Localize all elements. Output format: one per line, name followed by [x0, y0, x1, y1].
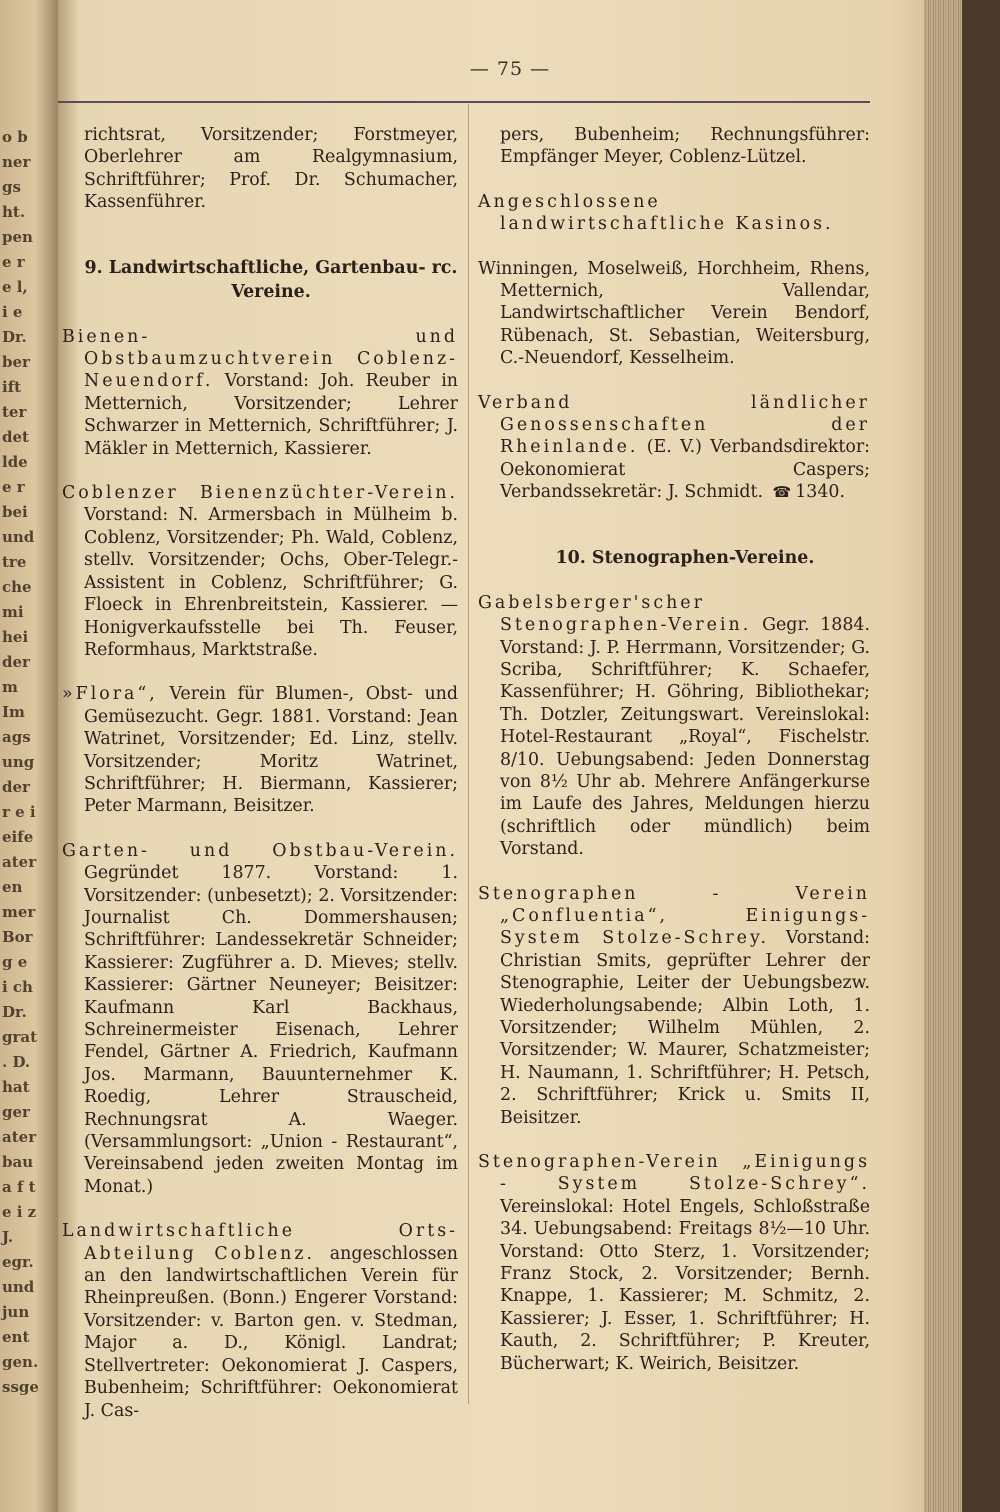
previous-page-fragment: ht.: [2, 203, 26, 221]
previous-page-fragment: mi: [2, 603, 24, 621]
previous-page-fragment: und: [2, 528, 35, 546]
section-heading-9-sub: Vereine.: [231, 281, 311, 302]
entry-title: Verband ländlicher Genossenschaften der Rheinlande.: [478, 392, 870, 458]
previous-page-fragment: hat: [2, 1078, 30, 1096]
previous-page-fragment: ung: [2, 753, 35, 771]
previous-page-fragment: bei: [2, 503, 28, 521]
previous-page-fragment: J.: [2, 1228, 14, 1246]
previous-page-fragment: und: [2, 1278, 35, 1296]
entry-text: Vorstand: N. Armersbach in Mülheim b. Coblenz, Vorsitzender; Ph. Wald, Coblenz, stellv. Vorsitzender; Ochs, Ober-Telegr.-Assistent in Coblenz, Schriftführer; G. Floeck in Ehrenbreitstein, Kassierer. — Honigverkaufsstelle bei Th. Feuser, Reformhaus, Marktstraße.: [84, 505, 458, 660]
entry-title: Stenographen-Verein „Einigungs - System Stolze-Schrey“.: [478, 1152, 870, 1195]
entry-title: Garten- und Obstbau-Verein.: [62, 840, 458, 861]
previous-page-fragment: Dr.: [2, 1003, 27, 1021]
entry-bienen-verein: [62, 326, 458, 460]
previous-page-fragment: ift: [2, 378, 22, 396]
entry-title: Landwirtschaftliche Orts-Abteilung Coblenz.: [62, 1221, 458, 1264]
previous-page-fragment: a f t: [2, 1178, 36, 1196]
previous-page-fragment: e r: [2, 253, 25, 271]
previous-page-fragment: ent: [2, 1328, 30, 1346]
previous-page-fragment: ter: [2, 403, 27, 421]
entry-title: »Flora“,: [62, 684, 158, 705]
entry-text: Gegr. 1884. Vorstand: J. P. Herrmann, Vorsitzender; G. Scriba, Schriftführer; K. Schaefer, Kassenführer; H. Göhring, Bibliothekar; Th. Dotzler, Zeitungswart. Vereinslokal: Hotel-Restaurant „Royal“, Fischelstr. 8/10. Uebungsabend: Jeden Donnerstag von 8½ Uhr ab. Mehrere Anfängerkurse im Laufe des Jahres, Meldungen hierzu (schriftlich oder mündlich) beim Vorstand.: [500, 615, 871, 860]
previous-page-fragment: lde: [2, 453, 28, 471]
previous-page-fragment: egr.: [2, 1253, 34, 1271]
previous-page-fragment: r e i: [2, 803, 36, 821]
previous-page-fragment: gs: [2, 178, 21, 196]
previous-page-fragment: ater: [2, 1128, 37, 1146]
kasinos-heading: Angeschlossene landwirtschaftliche Kasinos.: [478, 191, 834, 235]
left-intro-text: richtsrat, Vorsitzender; Forstmeyer, Oberlehrer am Realgymnasium, Schriftführer; Prof. Dr. Schumacher, Kassenführer.: [84, 125, 458, 213]
previous-page-fragment: eife: [2, 828, 34, 846]
entry-bienenzuechter-verein: [62, 482, 458, 661]
previous-page-fragment: gen.: [2, 1353, 39, 1371]
previous-page-fragment: . D.: [2, 1053, 31, 1071]
previous-page-fragment: che: [2, 578, 32, 596]
entry-gabelsberger-verein: [478, 592, 870, 861]
previous-page-fragment: m: [2, 678, 18, 696]
page-number: — 75 —: [469, 58, 551, 80]
previous-page-fragment: der: [2, 653, 30, 671]
previous-page-fragment: e l,: [2, 278, 28, 296]
previous-page-fragment: grat: [2, 1028, 38, 1046]
book-page: [58, 0, 962, 1512]
previous-page-fragment: Bor: [2, 928, 33, 946]
kasinos-heading-block: [478, 191, 870, 236]
previous-page-fragment: bau: [2, 1153, 34, 1171]
entry-text: angeschlossen an den landwirtschaftlichen Verein für Rheinpreußen. (Bonn.) Engerer Vorstand: Vorsitzender: v. Barton gen. v. Stedman, Major a. D., Königl. Landrat; Stellvertreter: Oekonomierat J. Caspers, Bubenheim; Schriftführer: Oekonomierat J. Cas-: [84, 1243, 459, 1421]
previous-page-fragment: Dr.: [2, 328, 27, 346]
section-heading-9: 9. Landwirtschaftliche, Gartenbau- rc.: [84, 257, 458, 278]
book-page-edges: [924, 0, 962, 1512]
previous-page-fragment: i e: [2, 303, 23, 321]
previous-page-fragment: ger: [2, 1103, 30, 1121]
previous-page-fragment: g e: [2, 953, 28, 971]
phone-number: 1340.: [795, 482, 845, 503]
previous-page-fragment: ags: [2, 728, 31, 746]
previous-page-fragment: ner: [2, 153, 31, 171]
entry-title: Gabelsberger'scher Stenographen-Verein.: [478, 592, 752, 636]
entry-confluentia-verein: [478, 883, 870, 1129]
entry-verband-genossenschaften: [478, 392, 870, 504]
kasinos-list: [478, 258, 870, 370]
right-column: [478, 124, 870, 1375]
entry-text: Gegründet 1877. Vorstand: 1. Vorsitzender: (unbesetzt); 2. Vorsitzender: Journalist Ch. Dommershausen; Schriftführer: Landessekretär Schneider; Kassierer: Zugführer a. D. Mieves; stellv. Kassierer: Gärtner Neuneyer; Beisitzer: Kaufmann Karl Backhaus, Schreinermeister Eisenach, Lehrer Fendel, Gärtner A. Friedrich, Kaufmann Jos. Marmann, Bauunternehmer K. Roedig, Lehrer Strauscheid, Rechnungsrat A. Waeger. (Versammlungsort: „Union - Restaurant“, Vereinsabend jeden zweiten Montag im Monat.): [84, 863, 458, 1197]
previous-page-fragment: ssge: [2, 1378, 39, 1396]
previous-page-fragment: i ch: [2, 978, 33, 996]
telephone-icon: ☎: [772, 483, 792, 502]
previous-page-fragment: e r: [2, 478, 25, 496]
previous-page-fragment: e i z: [2, 1203, 37, 1221]
header-rule: [58, 101, 870, 103]
entry-text: (E. V.) Verbandsdirektor: Oekonomierat Caspers; Verbandssekretär: J. Schmidt.: [500, 437, 870, 503]
entry-text: Verein für Blumen-, Obst- und Gemüsezucht. Gegr. 1881. Vorstand: Jean Watrinet, Vorsitzender; Ed. Linz, stellv. Vorsitzender; Moritz Watrinet, Schriftführer; H. Biermann, Kassierer; Peter Marmann, Beisitzer.: [84, 684, 458, 817]
previous-page-fragment: pen: [2, 228, 33, 246]
entry-title: Coblenzer Bienenzüchter-Verein.: [62, 483, 458, 504]
previous-page-fragment: jun: [2, 1303, 30, 1321]
entry-flora-verein: [62, 683, 458, 817]
entry-einigungs-system-verein: [478, 1151, 870, 1375]
previous-page-fragment: en: [2, 878, 23, 896]
previous-page-fragment: ater: [2, 853, 37, 871]
section-heading-10: 10. Stenographen-Vereine.: [555, 547, 815, 568]
previous-page-fragment: der: [2, 778, 30, 796]
previous-page-fragment: ber: [2, 353, 30, 371]
entry-text: Vorstand: Joh. Reuber in Metternich, Vorsitzender; Lehrer Schwarzer in Metternich, Schriftführer; J. Mäkler in Metternich, Kassierer.: [84, 371, 458, 459]
entry-text: Vereinslokal: Hotel Engels, Schloßstraße 34. Uebungsabend: Freitags 8½—10 Uhr. Vorstand: Otto Sterz, 1. Vorsitzender; Franz Stock, 2. Vorsitzender; Bernh. Knappe, 1. Kassierer; M. Schmitz, 2. Kassierer; J. Esser, 1. Schriftführer; H. Kauth, 2. Schriftführer; P. Kreuter, Bücherwart; K. Weirich, Beisitzer.: [500, 1196, 870, 1374]
right-continuation-text: pers, Bubenheim; Rechnungsführer: Empfänger Meyer, Coblenz-Lützel.: [500, 125, 870, 168]
previous-page-fragment: tre: [2, 553, 27, 571]
entry-garten-obstbau-verein: [62, 840, 458, 1199]
previous-page-fragment: mer: [2, 903, 36, 921]
kasinos-text: Winningen, Moselweiß, Horchheim, Rhens, Metternich, Vallendar, Landwirtschaftlicher Verein Bendorf, Rübenach, St. Sebastian, Weitersburg, C.-Neuendorf, Kesselheim.: [478, 258, 870, 369]
entry-title: Bienen- und Obstbaumzuchtverein Coblenz-Neuendorf.: [62, 326, 458, 392]
left-column: [62, 124, 458, 1422]
previous-page-fragment: det: [2, 428, 29, 446]
entry-landwirtschaftliche-orts-abteilung: [62, 1220, 458, 1422]
column-divider: [468, 104, 469, 1404]
previous-page-fragment: Im: [2, 703, 25, 721]
previous-page-edge: [0, 0, 58, 1512]
previous-page-fragment: hei: [2, 628, 29, 646]
entry-text: Vorstand: Christian Smits, geprüfter Lehrer der Stenographie, Leiter der Uebungsbezw. Wiederholungsabende; Albin Loth, 1. Vorsitzender; Wilhelm Mühlen, 2. Vorsitzender; W. Maurer, Schatzmeister; H. Naumann, 1. Schriftführer; H. Petsch, 2. Schriftführer; Krick u. Smits II, Beisitzer.: [500, 928, 870, 1128]
entry-title: Stenographen - Verein „Confluentia“, Einigungs-System Stolze-Schrey.: [478, 883, 870, 949]
previous-page-fragment: o b: [2, 128, 28, 146]
